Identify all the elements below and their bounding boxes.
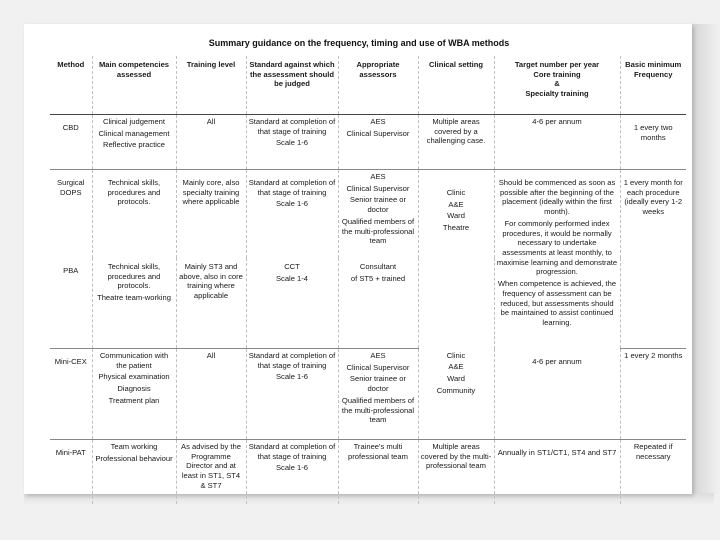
table-row-minicex: [50, 349, 686, 440]
setting-item: Clinic: [446, 188, 466, 197]
frequency-dops: 1 every month for each procedure (ideally every 1-2 weeks: [620, 170, 686, 259]
target-cbd: 4-6 per annum: [494, 115, 620, 170]
assessor-item: Clinical Supervisor: [346, 362, 410, 372]
competency-item: Team working: [110, 442, 158, 451]
training-level-cbd: All: [176, 115, 246, 170]
standard-text: Standard at completion of that stage of training: [248, 351, 336, 370]
header-competencies: Main competencies assessed: [92, 56, 176, 115]
clinical-setting-minicex: [418, 349, 494, 440]
assessors-dops: [338, 170, 418, 259]
setting-item: Theatre: [442, 223, 470, 233]
standard-text: Standard at completion of that stage of training: [248, 117, 336, 136]
assessor-item: Qualified members of the multi-professional team: [341, 216, 415, 246]
header-target-line1: Target number per year: [514, 60, 600, 69]
competency-item: Diagnosis: [117, 384, 151, 394]
page-shadow-right: [692, 24, 720, 494]
standard-pba: [246, 258, 338, 349]
assessor-item: AES: [370, 172, 386, 181]
assessor-item: AES: [370, 117, 386, 126]
setting-item: Ward: [447, 211, 465, 221]
setting-item: Clinic: [446, 350, 466, 360]
assessor-item: Senior trainee or doctor: [349, 374, 407, 394]
competency-item: Clinical judgement: [102, 117, 166, 126]
target-paragraph: Should be commenced as soon as possible after the beginning of the placement (ideally within the first month).: [498, 178, 616, 217]
target-paragraph: When competence is achieved, the frequency of assessment can be reduced, but assessments should be maintained to assist continued learning.: [497, 279, 617, 328]
training-level-minicex: All: [176, 349, 246, 440]
assessors-minipat: Trainee's multi professional team: [338, 440, 418, 505]
competencies-minipat: [92, 440, 176, 505]
competency-item: Physical examination: [98, 372, 170, 382]
header-standard: Standard against which the assessment should be judged: [246, 56, 338, 115]
header-assessors: Appropriate assessors: [338, 56, 418, 115]
assessor-item: of ST5 + trained: [350, 273, 406, 283]
standard-dops: [246, 170, 338, 259]
standard-text: CCT: [284, 262, 300, 271]
table-row-dops: [50, 170, 686, 259]
standard-minipat: [246, 440, 338, 505]
competency-item: Treatment plan: [108, 395, 160, 405]
header-frequency: Basic minimum Frequency: [620, 56, 686, 115]
header-method: Method: [50, 56, 92, 115]
training-level-dops: Mainly core, also specialty training where applicable: [176, 170, 246, 259]
setting-item: A&E: [448, 362, 464, 372]
training-level-pba: Mainly ST3 and above, also in core training where applicable: [176, 258, 246, 349]
header-target: [494, 56, 620, 115]
training-level-minipat: As advised by the Programme Director and at least in ST1, ST4 & ST7: [176, 440, 246, 505]
competencies-pba: [92, 258, 176, 349]
assessor-item: Qualified members of the multi-professional team: [341, 395, 415, 425]
frequency-pba: [620, 258, 686, 349]
setting-item: Ward: [447, 373, 465, 383]
standard-scale: Scale 1-6: [275, 199, 309, 209]
assessor-item: Consultant: [359, 262, 397, 271]
standard-scale: Scale 1-4: [275, 273, 309, 283]
wba-summary-table: [50, 56, 686, 504]
clinical-setting-cbd: Multiple areas covered by a challenging case.: [418, 115, 494, 170]
method-dops: Surgical DOPS: [57, 178, 85, 197]
competencies-minicex: [92, 349, 176, 440]
frequency-cbd: 1 every two months: [620, 115, 686, 170]
assessors-pba: [338, 258, 418, 349]
assessor-item: Clinical Supervisor: [346, 128, 410, 138]
setting-item: Community: [436, 385, 476, 395]
target-minicex: 4-6 per annum: [494, 349, 620, 440]
competencies-dops: Technical skills, procedures and protocols.: [92, 170, 176, 259]
header-training-level: Training level: [176, 56, 246, 115]
standard-text: Standard at completion of that stage of training: [248, 178, 336, 197]
header-clinical-setting: Clinical setting: [418, 56, 494, 115]
clinical-setting-minipat: Multiple areas covered by the multi-professional team: [418, 440, 494, 505]
assessors-cbd: [338, 115, 418, 170]
target-paragraph: For commonly performed index procedures, it would be normally necessary to undertake assessments at least monthly, to maximise learning and demonstrate progression.: [496, 218, 618, 277]
standard-scale: Scale 1-6: [275, 372, 309, 382]
method-minipat: Mini-PAT: [55, 448, 86, 457]
header-target-line4: Specialty training: [525, 89, 589, 99]
frequency-minicex: 1 every 2 months: [620, 349, 686, 440]
frequency-minipat: Repeated if necessary: [620, 440, 686, 505]
table-row-cbd: [50, 115, 686, 170]
competency-item: Reflective practice: [102, 140, 166, 150]
standard-text: Standard at completion of that stage of training: [248, 442, 336, 461]
table-row-minipat: [50, 440, 686, 505]
method-pba: PBA: [50, 258, 92, 349]
document-title: Summary guidance on the frequency, timing and use of WBA methods: [208, 38, 510, 48]
standard-scale: Scale 1-6: [275, 138, 309, 148]
standard-scale: Scale 1-6: [275, 463, 309, 473]
setting-item: A&E: [448, 199, 464, 209]
competencies-cbd: [92, 115, 176, 170]
competency-item: Clinical management: [98, 128, 170, 138]
header-target-line2: Core training: [533, 69, 581, 79]
assessor-item: Senior trainee or doctor: [349, 195, 407, 215]
target-dops-pba: [494, 170, 620, 349]
header-target-line3: &: [554, 79, 560, 89]
clinical-setting-dops-pba: [418, 170, 494, 349]
assessor-item: Clinical Supervisor: [346, 183, 410, 193]
competency-item: Professional behaviour: [95, 453, 173, 463]
standard-cbd: [246, 115, 338, 170]
method-minicex: Mini-CEX: [50, 349, 92, 440]
standard-minicex: [246, 349, 338, 440]
assessor-item: AES: [370, 351, 386, 360]
assessors-minicex: [338, 349, 418, 440]
competency-item: Theatre team-working: [97, 293, 171, 303]
competency-item: Technical skills, procedures and protocols.: [107, 262, 161, 291]
competency-item: Communication with the patient: [99, 351, 169, 370]
method-cbd: CBD: [50, 115, 92, 170]
header-row: [50, 56, 686, 115]
target-minipat: Annually in ST1/CT1, ST4 and ST7: [494, 440, 620, 505]
